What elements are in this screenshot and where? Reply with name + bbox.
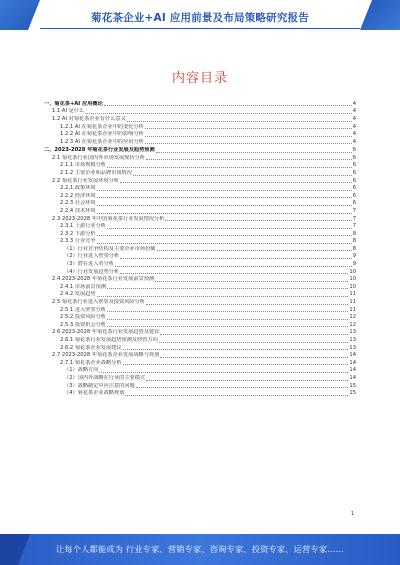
toc-entry-page: 10 bbox=[349, 283, 356, 290]
toc-entry-page: 4 bbox=[352, 115, 356, 122]
toc-leader-dots bbox=[125, 395, 348, 396]
toc-entry[interactable] bbox=[44, 108, 356, 116]
toc-entry-page: 12 bbox=[349, 321, 356, 328]
toc-entry-page: 7 bbox=[352, 207, 356, 214]
toc-entry[interactable] bbox=[44, 155, 356, 163]
toc-entry-page: 6 bbox=[352, 192, 356, 199]
toc-leader-dots bbox=[120, 258, 352, 259]
footer-slogan: 让每个人都能成为 行业专家、营销专家、咨询专家、投资专家、运营专家…… bbox=[56, 544, 344, 554]
toc-entry[interactable] bbox=[44, 352, 356, 360]
toc-entry-label: 2.2.3 社会环境 bbox=[60, 200, 96, 207]
toc-entry[interactable] bbox=[44, 345, 356, 353]
toc-entry-label: （2）行业进入壁垒分析 bbox=[64, 253, 120, 260]
toc-leader-dots bbox=[123, 364, 349, 365]
toc-entry-page: 9 bbox=[352, 261, 356, 268]
toc-entry[interactable] bbox=[44, 139, 356, 147]
toc-leader-dots bbox=[146, 304, 348, 305]
toc-leader-dots bbox=[97, 296, 349, 297]
toc-entry[interactable] bbox=[44, 208, 356, 216]
toc-leader-dots bbox=[107, 311, 348, 312]
toc-leader-dots bbox=[160, 334, 348, 335]
toc-entry-page: 14 bbox=[349, 352, 356, 359]
toc-entry-page: 6 bbox=[352, 169, 356, 176]
toc-entry-page: 13 bbox=[349, 329, 356, 336]
toc-entry[interactable] bbox=[44, 299, 356, 307]
toc-entry-page: 8 bbox=[352, 245, 356, 252]
toc-entry-label: （4）行业发展趋势分析 bbox=[64, 268, 120, 275]
toc-leader-dots bbox=[145, 128, 352, 129]
toc-entry-label: 2.2.4 技术环境 bbox=[60, 207, 96, 214]
toc-leader-dots bbox=[115, 266, 352, 267]
toc-entry-label: 2.3.2 下游分析 bbox=[60, 230, 96, 237]
toc-leader-dots bbox=[107, 167, 352, 168]
toc-entry-page: 7 bbox=[352, 215, 356, 222]
toc-entry-label: 1.1 AI 是什么 bbox=[52, 108, 85, 115]
toc-entry[interactable] bbox=[44, 131, 356, 139]
toc-entry-label: 2.5 菊花茶行业进入壁垒及投资风险分析 bbox=[52, 299, 145, 306]
toc-entry-label: 2.4.2 发展趋势 bbox=[60, 291, 96, 298]
toc-entry[interactable] bbox=[44, 238, 356, 246]
toc-entry[interactable] bbox=[44, 193, 356, 201]
toc-entry-label: 2.1 菊花茶行业国内外市场发展现状分析 bbox=[52, 154, 145, 161]
toc-entry[interactable] bbox=[44, 223, 356, 231]
toc-entry-page: 4 bbox=[352, 123, 356, 130]
toc-entry-label: 2.2.2 经济环境 bbox=[60, 192, 96, 199]
toc-entry-label: （3）战略制定中应注意的问题 bbox=[64, 382, 135, 389]
toc-entry-label: 2.7 2023-2028 年菊花茶企业发展战略与规划 bbox=[52, 352, 160, 359]
toc-entry[interactable] bbox=[44, 124, 356, 132]
toc-leader-dots bbox=[97, 197, 352, 198]
toc-leader-dots bbox=[146, 159, 352, 160]
toc-entry-label: 2.1.1 市场规模分析 bbox=[60, 162, 106, 169]
toc-leader-dots bbox=[97, 235, 352, 236]
footer-banner bbox=[0, 534, 400, 565]
toc-entry-page: 10 bbox=[349, 276, 356, 283]
toc-entry[interactable] bbox=[44, 337, 356, 345]
toc-entry-label: 2.6 2023-2028 年菊花茶行业发展趋势及建议 bbox=[52, 329, 160, 336]
toc-leader-dots bbox=[157, 250, 352, 251]
toc-heading: 内容目录 bbox=[171, 71, 228, 86]
toc-entry-label: 2.2.1 政策环境 bbox=[60, 185, 96, 192]
header-divider bbox=[40, 28, 360, 29]
toc-entry-page: 4 bbox=[352, 108, 356, 115]
toc-entry[interactable] bbox=[44, 101, 356, 109]
toc-leader-dots bbox=[156, 152, 352, 153]
toc-leader-dots bbox=[123, 349, 349, 350]
toc-entry-label: （1）行业竞争结构及主要企业市场份额 bbox=[64, 245, 156, 252]
toc-entry[interactable] bbox=[44, 276, 356, 284]
toc-leader-dots bbox=[107, 326, 348, 327]
toc-leader-dots bbox=[107, 228, 352, 229]
toc-leader-dots bbox=[155, 281, 348, 282]
toc-entry-page: 8 bbox=[352, 238, 356, 245]
toc-entry-page: 11 bbox=[349, 299, 356, 306]
toc-entry-page: 14 bbox=[349, 359, 356, 366]
toc-leader-dots bbox=[165, 220, 351, 221]
toc-entry-page: 11 bbox=[349, 306, 356, 313]
toc-entry-page: 6 bbox=[352, 200, 356, 207]
toc-entry-label: 2.5.3 投资机会分析 bbox=[60, 321, 106, 328]
toc-entry-label: 2.7.1 菊花茶企业战略分析 bbox=[60, 359, 122, 366]
toc-entry-label: 2.4.1 市场前景预测 bbox=[60, 283, 106, 290]
toc-entry[interactable] bbox=[44, 329, 356, 337]
toc-entry-page: 4 bbox=[352, 138, 356, 145]
toc-leader-dots bbox=[146, 380, 348, 381]
toc-entry[interactable] bbox=[44, 390, 356, 398]
toc-entry-page: 6 bbox=[352, 154, 356, 161]
toc-entry-label: 二、2023-2028 年菊花茶行业发展及趋势预测 bbox=[44, 147, 155, 154]
table-of-contents bbox=[44, 100, 356, 398]
toc-entry[interactable] bbox=[44, 314, 356, 322]
toc-entry[interactable] bbox=[44, 147, 356, 155]
toc-entry[interactable] bbox=[44, 269, 356, 277]
toc-leader-dots bbox=[85, 113, 351, 114]
toc-entry-page: 12 bbox=[349, 314, 356, 321]
toc-leader-dots bbox=[145, 143, 352, 144]
toc-leader-dots bbox=[99, 372, 348, 373]
toc-entry-label: 2.6.2 菊花茶企业发展建议 bbox=[60, 344, 122, 351]
toc-entry[interactable] bbox=[44, 162, 356, 170]
toc-entry-page: 4 bbox=[352, 131, 356, 138]
toc-entry-page: 11 bbox=[349, 291, 356, 298]
toc-leader-dots bbox=[97, 213, 352, 214]
toc-leader-dots bbox=[97, 190, 352, 191]
toc-entry-page: 6 bbox=[352, 162, 356, 169]
toc-leader-dots bbox=[160, 357, 348, 358]
toc-entry-label: （3）潜在进入者分析 bbox=[64, 261, 114, 268]
toc-entry[interactable] bbox=[44, 360, 356, 368]
toc-entry[interactable] bbox=[44, 170, 356, 178]
toc-leader-dots bbox=[107, 288, 348, 289]
toc-entry-page: 7 bbox=[352, 223, 356, 230]
toc-entry-label: 2.2 菊花茶行业发展环境分析 bbox=[52, 177, 119, 184]
toc-entry-page: 10 bbox=[349, 268, 356, 275]
toc-entry-page: 4 bbox=[352, 100, 356, 107]
toc-entry-label: 2.5.2 投资风险分析 bbox=[60, 314, 106, 321]
toc-entry[interactable] bbox=[44, 246, 356, 254]
toc-entry[interactable] bbox=[44, 185, 356, 193]
toc-leader-dots bbox=[159, 342, 349, 343]
document-title: 菊花茶企业+AI 应用前景及布局策略研究报告 bbox=[91, 12, 309, 24]
toc-entry-label: （4）菊花茶企业战略规划 bbox=[64, 390, 125, 397]
toc-leader-dots bbox=[120, 273, 348, 274]
toc-leader-dots bbox=[107, 319, 348, 320]
toc-leader-dots bbox=[136, 387, 349, 388]
toc-leader-dots bbox=[127, 121, 352, 122]
toc-entry[interactable] bbox=[44, 375, 356, 383]
toc-entry-page: 15 bbox=[349, 382, 356, 389]
toc-leader-dots bbox=[133, 175, 352, 176]
toc-leader-dots bbox=[104, 105, 352, 106]
toc-entry[interactable] bbox=[44, 253, 356, 261]
toc-leader-dots bbox=[145, 136, 352, 137]
toc-entry-label: 1.2.1 AI 在菊花茶企业中的变化分析 bbox=[60, 123, 144, 130]
toc-entry[interactable] bbox=[44, 383, 356, 391]
toc-entry-page: 13 bbox=[349, 344, 356, 351]
toc-leader-dots bbox=[97, 243, 352, 244]
toc-entry[interactable] bbox=[44, 367, 356, 375]
toc-entry-page: 6 bbox=[352, 185, 356, 192]
toc-entry-label: （2）国内外战略在行业的主要模式 bbox=[64, 374, 146, 381]
toc-entry[interactable] bbox=[44, 200, 356, 208]
toc-entry-label: 2.1.2 主要企业和品牌市场情况 bbox=[60, 169, 132, 176]
toc-entry[interactable] bbox=[44, 116, 356, 124]
toc-entry-page: 9 bbox=[352, 253, 356, 260]
toc-entry[interactable] bbox=[44, 284, 356, 292]
toc-entry[interactable] bbox=[44, 291, 356, 299]
toc-entry-label: 2.3.3 行业竞争 bbox=[60, 238, 96, 245]
toc-entry[interactable] bbox=[44, 231, 356, 239]
toc-entry[interactable] bbox=[44, 322, 356, 330]
toc-entry-label: 1.2.3 AI 在菊花茶企业中的应用分析 bbox=[60, 138, 144, 145]
toc-leader-dots bbox=[120, 182, 352, 183]
toc-entry-page: 15 bbox=[349, 390, 356, 397]
toc-entry-page: 6 bbox=[352, 177, 356, 184]
toc-entry-label: 一、菊花茶+AI 应用概论 bbox=[44, 100, 103, 107]
toc-entry[interactable] bbox=[44, 261, 356, 269]
toc-entry-label: 1.2 AI 对菊花茶企业有什么意义 bbox=[52, 115, 126, 122]
toc-entry-label: 2.5.1 进入壁垒分析 bbox=[60, 306, 106, 313]
page-number: 1 bbox=[350, 511, 354, 517]
toc-entry-label: 2.6.1 菊花茶行业发展趋势预测及经营方向 bbox=[60, 337, 158, 343]
toc-entry-page: 14 bbox=[349, 367, 356, 374]
toc-entry-label: 2.3.1 上游行业分析 bbox=[60, 223, 106, 230]
toc-entry-page: 13 bbox=[349, 337, 356, 343]
toc-entry-label: 1.2.2 AI 在菊花茶企业中的影响分析 bbox=[60, 131, 144, 138]
toc-entry[interactable] bbox=[44, 216, 356, 224]
toc-entry-page: 14 bbox=[349, 374, 356, 381]
toc-entry-label: （1）战略方向 bbox=[64, 367, 99, 374]
toc-entry-label: 2.3 2023-2028 年中国菊花茶行业发展情况分析 bbox=[52, 215, 165, 222]
toc-leader-dots bbox=[97, 205, 352, 206]
toc-entry[interactable] bbox=[44, 178, 356, 186]
toc-entry[interactable] bbox=[44, 307, 356, 315]
toc-entry-page: 6 bbox=[352, 147, 356, 154]
toc-entry-label: 2.4 2023-2028 年菊花茶行业发展前景预测 bbox=[52, 276, 155, 283]
toc-entry-page: 8 bbox=[352, 230, 356, 237]
